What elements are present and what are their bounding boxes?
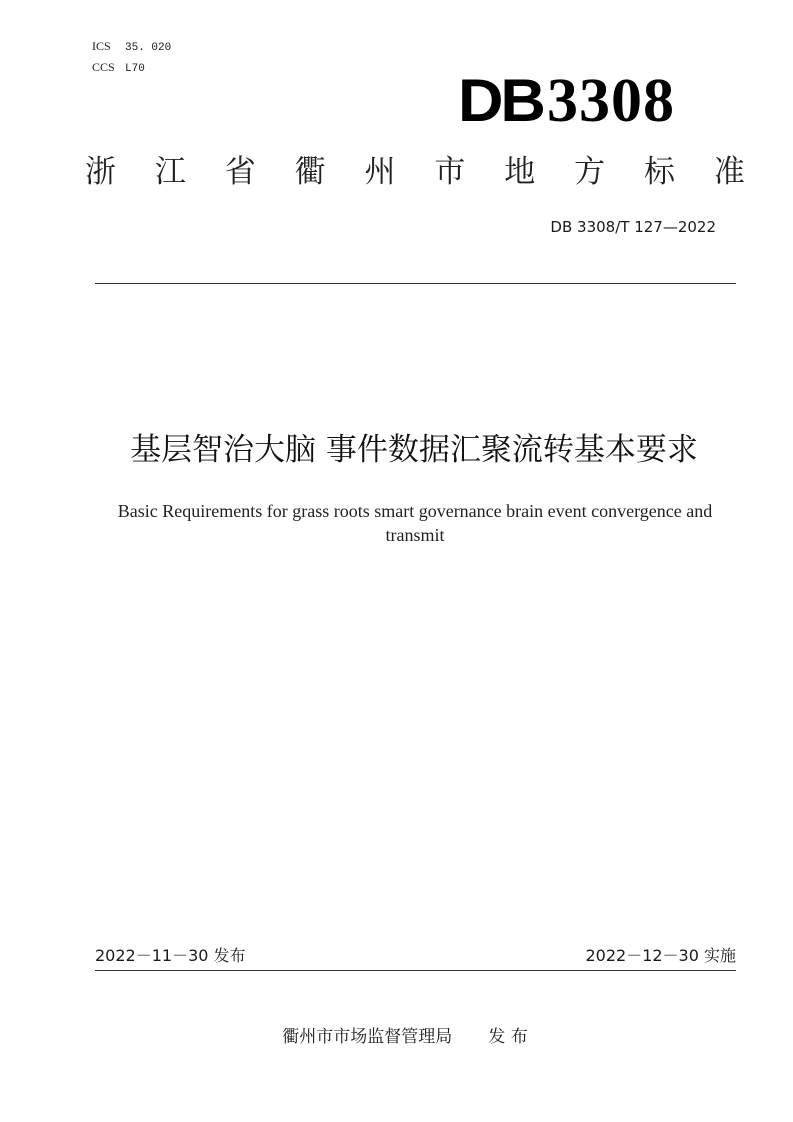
standard-name-char: 市 [434,154,466,190]
publish-date: 2022－11－30 发布 [95,946,246,965]
standard-name-char: 浙 [85,154,116,190]
standard-name-char: 方 [574,154,606,190]
logo-number: 3308 [547,67,675,135]
db-logo [460,68,675,134]
document-code: DB 3308/T 127—2022 [550,218,716,236]
ics-label: ICS [92,39,111,53]
ics-value: 35. 020 [125,42,172,54]
ics-line [92,39,171,55]
ccs-label: CCS [92,60,115,74]
standard-name [85,150,745,194]
standard-name-char: 州 [364,154,396,190]
ccs-value: L70 [125,63,145,75]
implement-date: 2022－12－30 实施 [585,946,736,965]
logo-letters: DB [458,67,544,134]
standard-name-char: 江 [154,154,186,190]
standard-name-char: 地 [504,154,536,190]
standard-name-char: 衢 [294,154,326,190]
title-english-line-1: Basic Requirements for grass roots smart governance brain event convergence and [117,501,713,521]
title-english [100,499,730,547]
footer-divider [95,970,736,971]
standard-name-char: 准 [713,154,745,190]
publisher-org: 衢州市市场监督管理局 [282,1027,453,1047]
publisher-action: 发 布 [488,1027,528,1047]
title-english-line-2: transmit [385,525,445,545]
header-divider [95,283,736,284]
publisher-line [0,1025,793,1049]
standard-name-char: 省 [224,154,256,190]
title-chinese: 基层智治大脑 事件数据汇聚流转基本要求 [130,432,698,468]
standard-name-char: 标 [644,154,675,190]
ccs-line [92,60,145,76]
